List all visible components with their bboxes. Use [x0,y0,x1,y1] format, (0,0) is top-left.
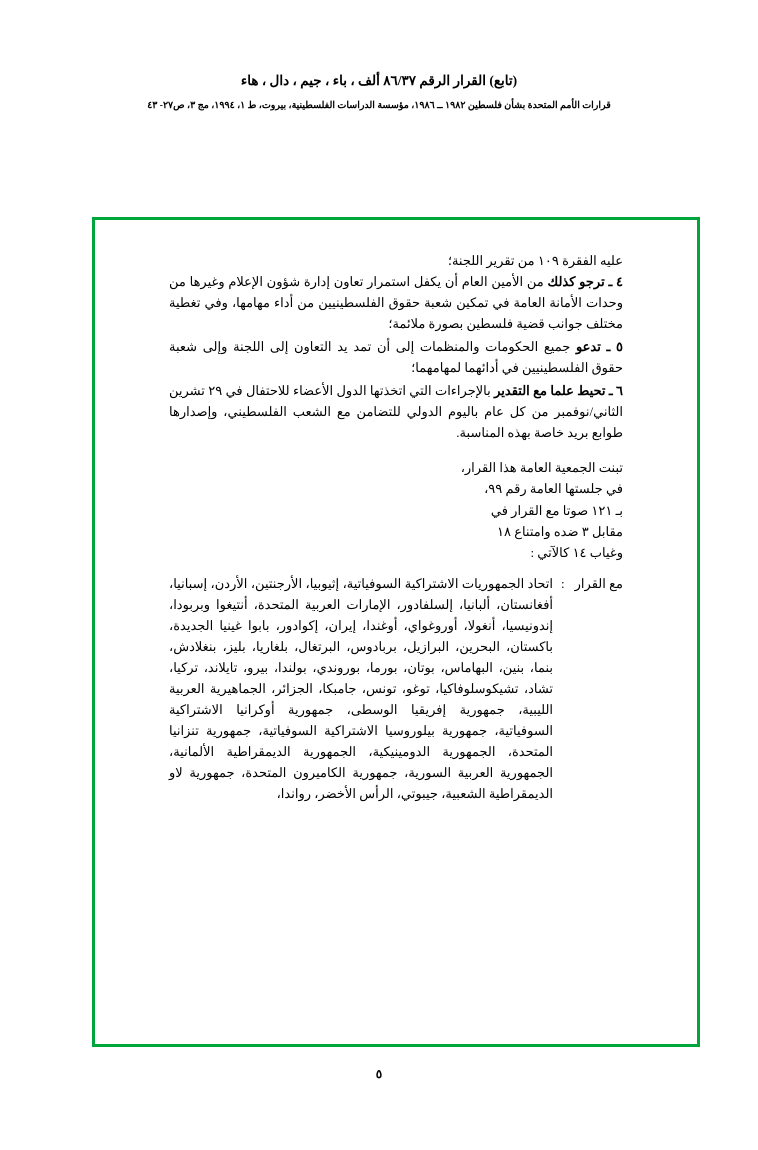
paragraph-5-text: جميع الحكومات والمنظمات إلى أن تمد يد التعاون إلى اللجنة وإلى شعبة حقوق الفلسطينيين في أدائهما لمهامهما؛ [169,339,623,376]
paragraph-5 [169,336,623,378]
document-source-citation: قرارات الأمم المتحدة بشأن فلسطين ١٩٨٢ ــ ١٩٨٦، مؤسسة الدراسات الفلسطينية، بيروت، ط ١، ١٩٩٤، مج ٣، ص٢٧- ٤٣ [147,100,611,111]
document-header [0,72,758,113]
paragraph-4-text: من الأمين العام أن يكفل استمرار تعاون إدارة شؤون الإعلام وغيرها من وحدات الأمانة العامة في تمكين شعبة حقوق الفلسطينيين من أداء مهامها، وفي تغطية مختلف جوانب قضية فلسطين بصورة ملائمة؛ [169,274,623,332]
document-title: (تابع) القرار الرقم ٨٦/٣٧ ألف ، باء ، جيم ، دال ، هاء [240,73,518,88]
paragraph-4-marker: ٤ ـ ترجو كذلك [547,274,623,290]
countries-label: مع القرار [574,575,623,591]
paragraph-6-marker: ٦ ـ تحيط علما مع التقدير [494,383,624,399]
countries-list: اتحاد الجمهوريات الاشتراكية السوفياتية، إثيوبيا، الأرجنتين، الأردن، إسبانيا، أفغانستان، ألبانيا، إلسلفادور، الإمارات العربية المتحدة، أنتيغوا وبربودا، إندونيسيا، أنغولا، أوروغواي، أوغندا، إيران، إكوادور، بابوا غينيا الجديدة، باكستان، البحرين، البرازيل، بربادوس، البرتغال، بلغاريا، بليز، بنغلادش، بنما، بنين، البهاماس، بوتان، بورما، بوروندي، بولندا، بيرو، تايلاند، تركيا، تشاد، تشيكوسلوفاكيا، توغو، تونس، جامبكا، الجزائر، الجماهيرية العربية الليبية، جمهورية إفريقيا الوسطى، جمهورية أوكرانيا الاشتراكية السوفياتية، جمهورية بيلوروسيا الاشتراكية السوفياتية، جمهورية تنزانيا المتحدة، الجمهورية الدومينيكية، الجمهورية الديمقراطية الألمانية، الجمهورية العربية السورية، جمهورية الكاميرون المتحدة، جمهورية لاو الديمقراطية الشعبية، جيبوتي، الرأس الأخضر، رواندا، [169,575,554,802]
countries-colon: : [561,575,565,591]
document-page [0,72,758,1150]
page-number: ٥ [375,1067,383,1081]
vote-line: تبنت الجمعية العامة هذا القرار، [460,460,623,476]
vote-summary [169,457,623,562]
vote-line: مقابل ٣ ضده وامتناع ١٨ [496,523,623,539]
content-frame [92,217,700,1047]
paragraph-5-marker: ٥ ـ تدعو [575,339,623,355]
content-body [95,220,697,814]
spacer [169,445,623,457]
vote-line: وغياب ١٤ كالآتي : [530,544,623,560]
paragraph-4 [169,271,623,334]
paragraph-6-text: بالإجراءات التي اتخذتها الدول الأعضاء للاحتفال في ٢٩ تشرين الثاني/نوفمبر من كل عام باليوم الدولي للتضامن مع الشعب الفلسطيني، وإصدارها طوابع بريد خاصة بهذه المناسبة. [169,383,623,441]
vote-line: في جلستها العامة رقم ٩٩، [484,481,623,497]
vote-line: بـ ١٢١ صوتا مع القرار في [490,502,623,518]
paragraph-6 [169,380,623,443]
countries-row [169,573,623,805]
countries-in-favour [169,573,623,805]
paragraph-continuation-line: عليه الفقرة ١٠٩ من تقرير اللجنة؛ [447,253,623,268]
